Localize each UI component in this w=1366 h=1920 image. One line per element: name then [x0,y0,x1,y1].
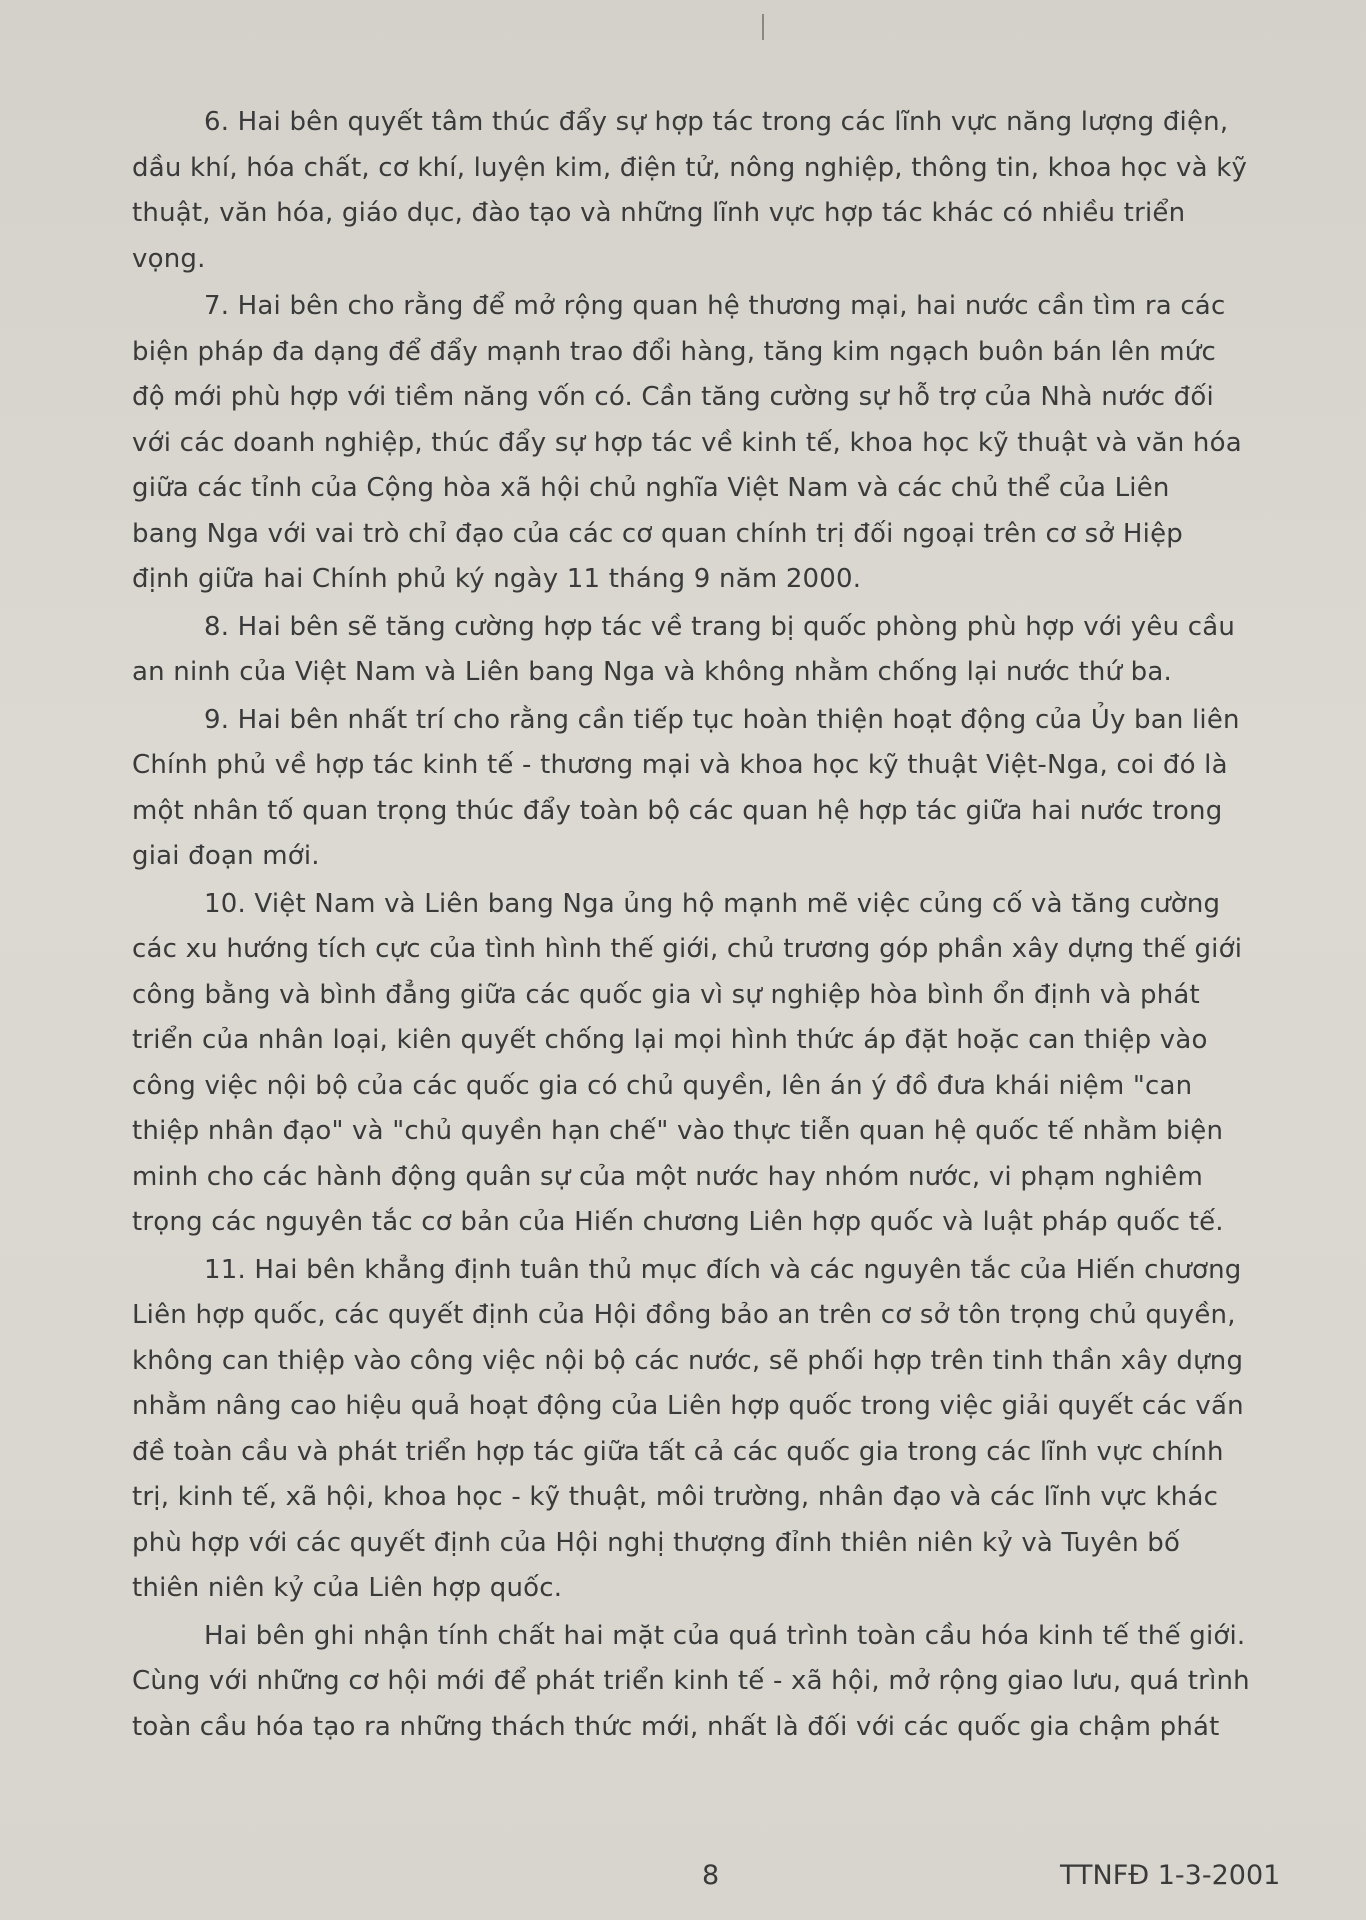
text-line: Hai bên ghi nhận tính chất hai mặt của quá trình toàn cầu hóa kinh tế thế giới. [204,1620,1246,1651]
paragraph [132,605,1291,696]
text-line: 7. Hai bên cho rằng để mở rộng quan hệ thương mại, hai nước cần tìm ra các [204,291,1226,321]
text-line: độ mới phù hợp với tiềm năng vốn có. Cần tăng cường sự hỗ trợ của Nhà nước đối [132,382,1214,412]
text-line: với các doanh nghiệp, thúc đẩy sự hợp tác về kinh tế, khoa học kỹ thuật và văn hóa [132,427,1242,458]
text-line: triển của nhân loại, kiên quyết chống lại mọi hình thức áp đặt hoặc can thiệp vào [132,1025,1208,1055]
text-line: nhằm nâng cao hiệu quả hoạt động của Liên hợp quốc trong việc giải quyết các vấn [132,1391,1244,1421]
paragraph [132,698,1291,880]
footer-reference: TTNFĐ 1-3-2001 [1060,1860,1281,1891]
text-line: giữa các tỉnh của Cộng hòa xã hội chủ nghĩa Việt Nam và các chủ thể của Liên [132,473,1170,503]
text-line: thiên niên kỷ của Liên hợp quốc. [132,1573,563,1603]
text-line: công việc nội bộ của các quốc gia có chủ quyền, lên án ý đồ đưa khái niệm "can [132,1070,1193,1101]
text-line: vọng. [132,243,206,274]
text-line: định giữa hai Chính phủ ký ngày 11 tháng 9 năm 2000. [132,564,862,594]
text-line: thiệp nhân đạo" và "chủ quyền hạn chế" vào thực tiễn quan hệ quốc tế nhằm biện [132,1116,1224,1146]
text-line: 11. Hai bên khẳng định tuân thủ mục đích và các nguyên tắc của Hiến chương [204,1254,1242,1285]
text-line: toàn cầu hóa tạo ra những thách thức mới, nhất là đối với các quốc gia chậm phát [132,1711,1220,1742]
text-line: Chính phủ về hợp tác kinh tế - thương mại và khoa học kỹ thuật Việt-Nga, coi đó là [132,750,1228,780]
text-line: công bằng và bình đẳng giữa các quốc gia vì sự nghiệp hòa bình ổn định và phát [132,979,1200,1010]
text-line: một nhân tố quan trọng thúc đẩy toàn bộ các quan hệ hợp tác giữa hai nước trong [132,795,1223,826]
text-line: dầu khí, hóa chất, cơ khí, luyện kim, điện tử, nông nghiệp, thông tin, khoa học và kỹ [132,152,1248,183]
text-line: 8. Hai bên sẽ tăng cường hợp tác về trang bị quốc phòng phù hợp với yêu cầu [204,611,1236,642]
text-line: an ninh của Việt Nam và Liên bang Nga và không nhằm chống lại nước thứ ba. [132,657,1172,687]
text-line: Liên hợp quốc, các quyết định của Hội đồng bảo an trên cơ sở tôn trọng chủ quyền, [132,1300,1236,1330]
paragraph [132,100,1291,282]
body-text [132,100,1291,1750]
text-line: biện pháp đa dạng để đẩy mạnh trao đổi hàng, tăng kim ngạch buôn bán lên mức [132,336,1216,367]
text-line: 10. Việt Nam và Liên bang Nga ủng hộ mạnh mẽ việc củng cố và tăng cường [204,888,1221,919]
paragraph [132,284,1291,603]
text-line: không can thiệp vào công việc nội bộ các nước, sẽ phối hợp trên tinh thần xây dựng [132,1345,1244,1376]
text-line: đề toàn cầu và phát triển hợp tác giữa tất cả các quốc gia trong các lĩnh vực chính [132,1436,1224,1467]
text-line: trị, kinh tế, xã hội, khoa học - kỹ thuật, môi trường, nhân đạo và các lĩnh vực khác [132,1482,1219,1512]
paragraph [132,882,1291,1246]
text-line: Cùng với những cơ hội mới để phát triển kinh tế - xã hội, mở rộng giao lưu, quá trình [132,1666,1250,1696]
text-line: 9. Hai bên nhất trí cho rằng cần tiếp tục hoàn thiện hoạt động của Ủy ban liên [204,704,1240,735]
text-line: thuật, văn hóa, giáo dục, đào tạo và những lĩnh vực hợp tác khác có nhiều triển [132,198,1186,228]
text-line: minh cho các hành động quân sự của một nước hay nhóm nước, vi phạm nghiêm [132,1161,1204,1192]
scan-mark [762,14,764,40]
page-number: 8 [702,1860,720,1891]
paragraph [132,1614,1291,1751]
text-line: các xu hướng tích cực của tình hình thế giới, chủ trương góp phần xây dựng thế giới [132,934,1243,964]
text-line: trọng các nguyên tắc cơ bản của Hiến chương Liên hợp quốc và luật pháp quốc tế. [132,1207,1224,1237]
text-line: 6. Hai bên quyết tâm thúc đẩy sự hợp tác trong các lĩnh vực năng lượng điện, [204,107,1229,137]
text-line: bang Nga với vai trò chỉ đạo của các cơ quan chính trị đối ngoại trên cơ sở Hiệp [132,518,1183,549]
text-line: giai đoạn mới. [132,841,320,871]
paragraph [132,1248,1291,1612]
text-line: phù hợp với các quyết định của Hội nghị thượng đỉnh thiên niên kỷ và Tuyên bố [132,1527,1181,1558]
